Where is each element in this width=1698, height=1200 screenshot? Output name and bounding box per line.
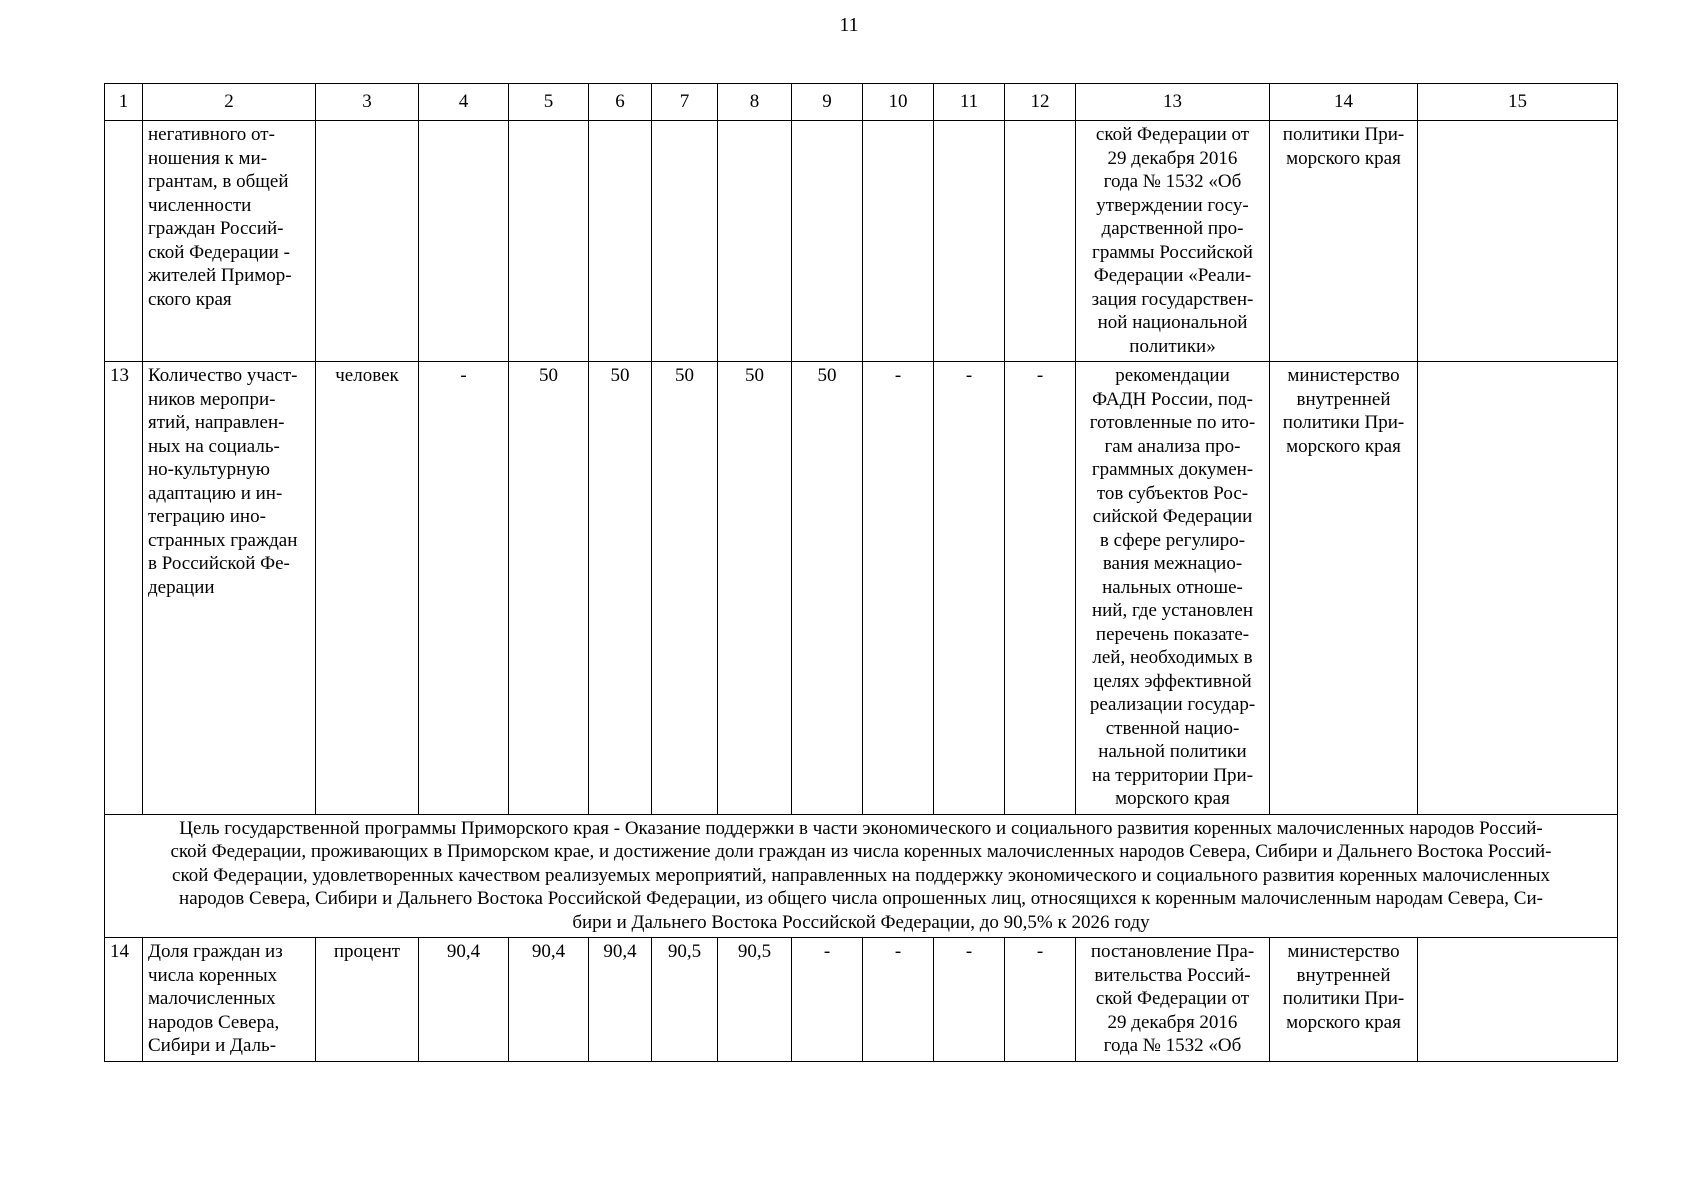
table-cell-col-12: - xyxy=(1005,938,1076,1062)
table-cell-col-12: - xyxy=(1005,362,1076,815)
table-cell-col-7 xyxy=(652,121,718,362)
header-cell-col-7: 7 xyxy=(652,84,718,121)
table-cell-col-13: постановление Пра- вительства Россий- ской Федерации от 29 декабря 2016 года № 1532 «Об xyxy=(1076,938,1270,1062)
page-number: 11 xyxy=(839,14,859,36)
table-cell-col-3: человек xyxy=(316,362,419,815)
table-cell-col-5: 90,4 xyxy=(509,938,589,1062)
table-cell-col-13: ской Федерации от 29 декабря 2016 года № 1532 «Об утверждении госу- дарственной про- граммы Российской Федерации «Реали- зация государствен- ной национальной политики» xyxy=(1076,121,1270,362)
table-cell-col-10 xyxy=(863,121,934,362)
goal-text: Цель государственной программы Приморского края - Оказание поддержки в части экономического и социального развития коренных малочисленных народов Россий- ской Федерации, проживающих в Приморском крае, и достижение доли граждан из числа коренных малочисленных народов Севера, Сибири и Дальнего Востока Россий- ской Федерации, удовлетворенных качеством реализуемых мероприятий, направленных на поддержку экономического и социального развития коренных малочисленных народов Севера, Сибири и Дальнего Востока Российской Федерации, из общего числа опрошенных лиц, относящихся к коренным малочисленным народам Севера, Си- бири и Дальнего Востока Российской Федерации, до 90,5% к 2026 году xyxy=(105,814,1618,938)
table-cell-col-14: политики При- морского края xyxy=(1270,121,1418,362)
table-cell-col-5: 50 xyxy=(509,362,589,815)
table-cell-col-14: министерство внутренней политики При- морского края xyxy=(1270,362,1418,815)
header-cell-col-11: 11 xyxy=(934,84,1005,121)
table-cell-col-2: Доля граждан из числа коренных малочисленных народов Севера, Сибири и Даль- xyxy=(143,938,316,1062)
table-cell-col-11 xyxy=(934,121,1005,362)
header-cell-col-4: 4 xyxy=(419,84,509,121)
table-cell-col-2: негативного от- ношения к ми- грантам, в общей численности граждан Россий- ской Федерации - жителей Примор- ского края xyxy=(143,121,316,362)
header-cell-col-14: 14 xyxy=(1270,84,1418,121)
table-cell-col-9: 50 xyxy=(792,362,863,815)
table-cell-col-10: - xyxy=(863,938,934,1062)
table-cell-col-6 xyxy=(589,121,652,362)
header-cell-col-1: 1 xyxy=(105,84,143,121)
table-cell-col-15 xyxy=(1418,121,1618,362)
table-cell-col-7: 90,5 xyxy=(652,938,718,1062)
header-cell-col-5: 5 xyxy=(509,84,589,121)
table-cell-col-3: процент xyxy=(316,938,419,1062)
goal-row xyxy=(105,814,1618,938)
table-cell-col-6: 50 xyxy=(589,362,652,815)
table-header-row xyxy=(105,84,1618,121)
header-cell-col-12: 12 xyxy=(1005,84,1076,121)
table-cell-col-8 xyxy=(718,121,792,362)
header-cell-col-3: 3 xyxy=(316,84,419,121)
header-cell-col-13: 13 xyxy=(1076,84,1270,121)
table-cell-col-6: 90,4 xyxy=(589,938,652,1062)
header-cell-col-15: 15 xyxy=(1418,84,1618,121)
table-cell-col-4 xyxy=(419,121,509,362)
table-cell-col-4: 90,4 xyxy=(419,938,509,1062)
table-cell-col-1: 13 xyxy=(105,362,143,815)
table-row xyxy=(105,121,1618,362)
table-cell-col-8: 90,5 xyxy=(718,938,792,1062)
table-cell-col-9: - xyxy=(792,938,863,1062)
table-cell-col-7: 50 xyxy=(652,362,718,815)
table-cell-col-13: рекомендации ФАДН России, под- готовленные по ито- гам анализа про- граммных докумен- тов субъектов Рос- сийской Федерации в сфере регулиро- вания межнацио- нальных отноше- ний, где установлен перечень показате- лей, необходимых в целях эффективной реализации государ- ственной нацио- нальной политики на территории При- морского края xyxy=(1076,362,1270,815)
header-cell-col-8: 8 xyxy=(718,84,792,121)
table-cell-col-8: 50 xyxy=(718,362,792,815)
table-cell-col-5 xyxy=(509,121,589,362)
table-cell-col-11: - xyxy=(934,938,1005,1062)
table-row xyxy=(105,362,1618,815)
indicators-table xyxy=(104,83,1618,1062)
table-cell-col-15 xyxy=(1418,362,1618,815)
table-cell-col-4: - xyxy=(419,362,509,815)
table-cell-col-1: 14 xyxy=(105,938,143,1062)
table-cell-col-3 xyxy=(316,121,419,362)
header-cell-col-6: 6 xyxy=(589,84,652,121)
table-row xyxy=(105,938,1618,1062)
table-cell-col-11: - xyxy=(934,362,1005,815)
header-cell-col-10: 10 xyxy=(863,84,934,121)
table-cell-col-2: Количество участ- ников меропри- ятий, направлен- ных на социаль- но-культурную адаптацию и ин- теграцию ино- странных граждан в Российской Фе- дерации xyxy=(143,362,316,815)
table-cell-col-9 xyxy=(792,121,863,362)
table-cell-col-15 xyxy=(1418,938,1618,1062)
table-cell-col-12 xyxy=(1005,121,1076,362)
table-body xyxy=(105,84,1618,1062)
table-cell-col-14: министерство внутренней политики При- морского края xyxy=(1270,938,1418,1062)
table-cell-col-1 xyxy=(105,121,143,362)
header-cell-col-2: 2 xyxy=(143,84,316,121)
header-cell-col-9: 9 xyxy=(792,84,863,121)
table-cell-col-10: - xyxy=(863,362,934,815)
